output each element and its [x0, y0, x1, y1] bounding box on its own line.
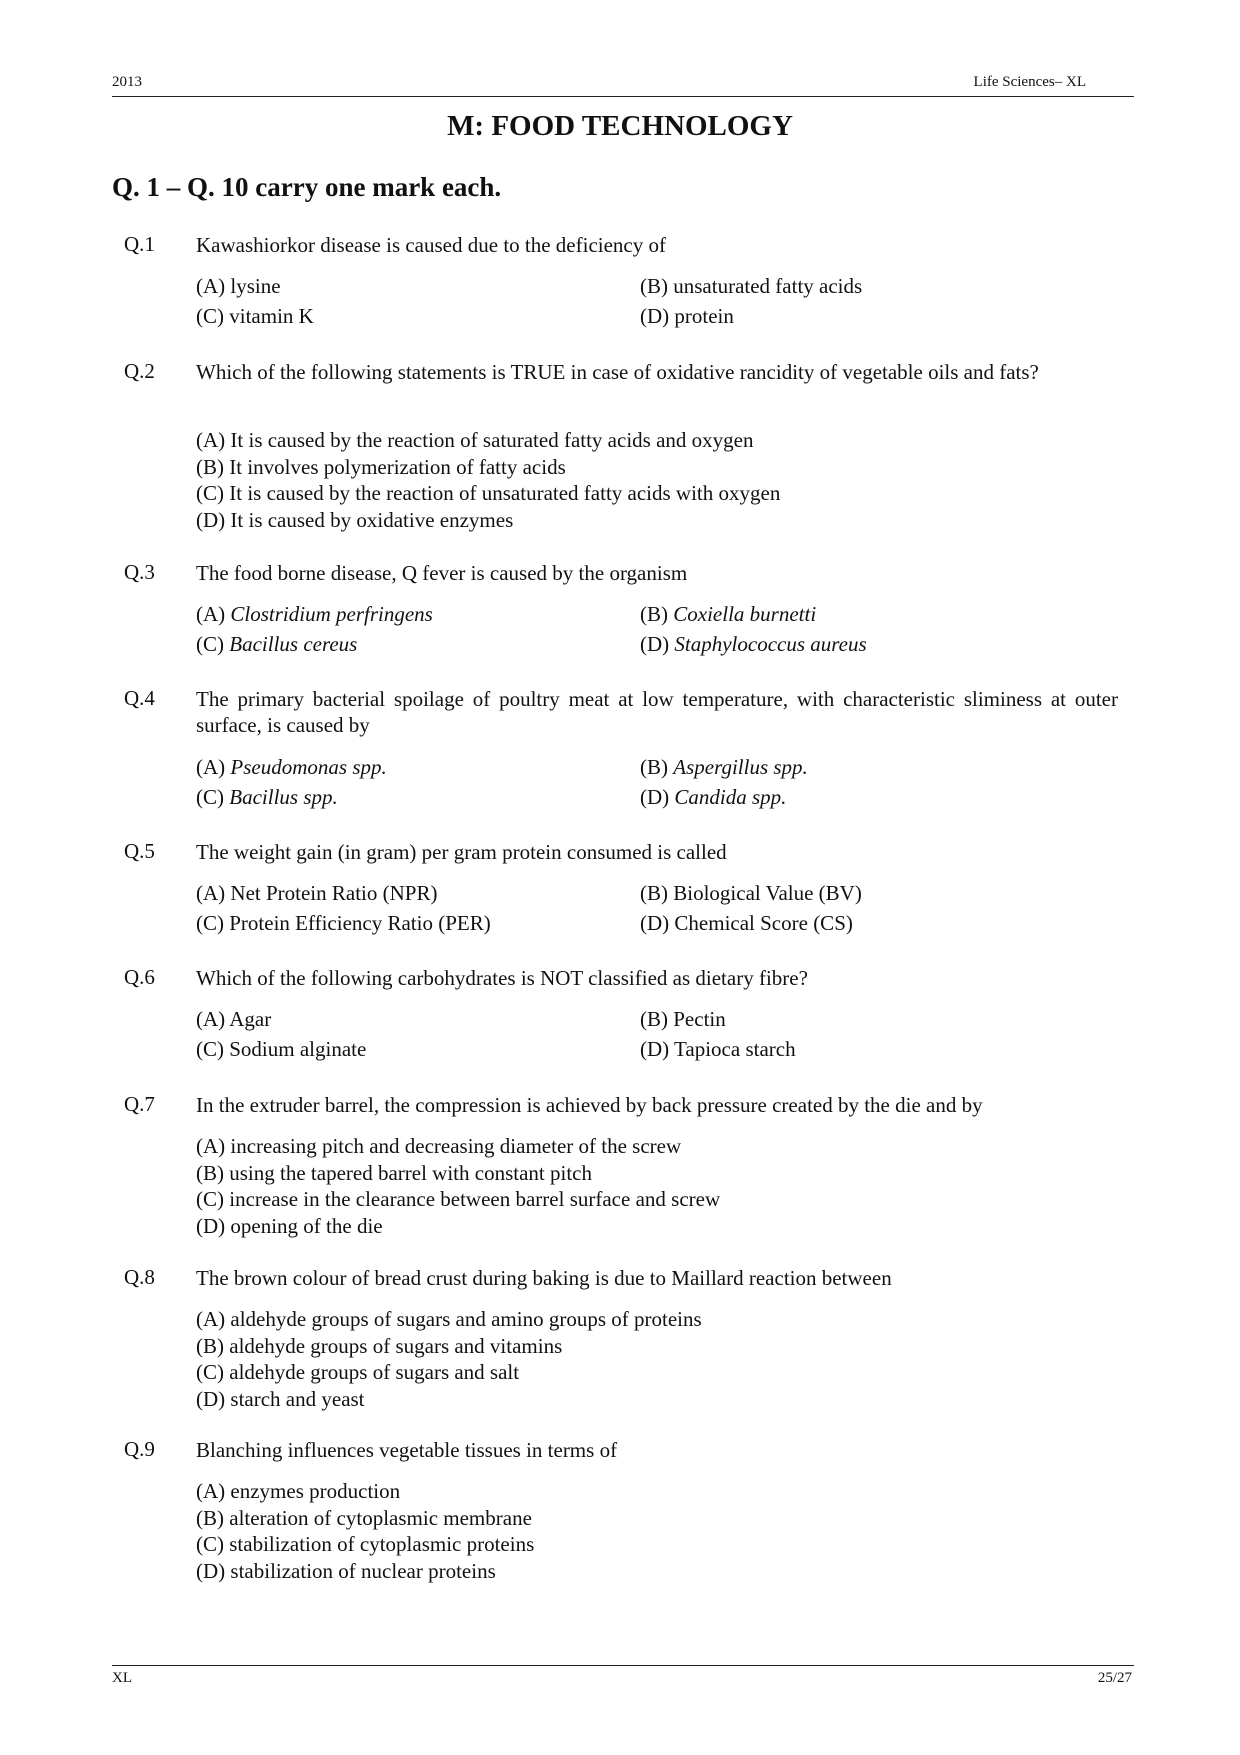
option-d [640, 303, 1118, 329]
options [196, 1306, 1118, 1412]
question-number: Q.5 [124, 839, 155, 863]
option-label: (C) [196, 1037, 224, 1061]
option-text: Chemical Score (CS) [674, 911, 853, 935]
options [196, 1133, 1118, 1239]
option-label: (B) [640, 881, 668, 905]
option-text: It is caused by the reaction of saturated fatty acids and oxygen [230, 428, 754, 452]
option-text: using the tapered barrel with constant pitch [229, 1160, 592, 1185]
option-label: (D) [640, 304, 670, 328]
question-text: In the extruder barrel, the compression is achieved by back pressure created by the die and by [196, 1093, 983, 1117]
option-label: (C) [196, 481, 224, 505]
question-text: Kawashiorkor disease is caused due to the deficiency of [196, 233, 666, 257]
option-text: Candida spp. [674, 785, 787, 809]
option-text: increase in the clearance between barrel surface and screw [229, 1187, 721, 1211]
option-label: (B) [640, 755, 668, 779]
option-text: It involves polymerization of fatty acids [229, 454, 566, 479]
option-label: (C) [196, 1360, 224, 1384]
option-label: (A) [196, 755, 226, 779]
option-text: Clostridium perfringens [230, 602, 433, 626]
options [196, 880, 1118, 936]
option-label: (A) [196, 1134, 226, 1158]
section-subtitle: Q. 1 – Q. 10 carry one mark each. [112, 172, 502, 202]
option-label: (B) [640, 602, 668, 626]
option-text: aldehyde groups of sugars and vitamins [229, 1333, 563, 1358]
option-text: Coxiella burnetti [673, 602, 817, 626]
option-b [196, 1505, 1118, 1532]
option-label: (D) [640, 785, 670, 809]
option-label: (A) [196, 1007, 226, 1031]
question-text: The weight gain (in gram) per gram protein consumed is called [196, 840, 727, 864]
question-number: Q.3 [124, 560, 155, 584]
question-number: Q.9 [124, 1437, 155, 1461]
options [196, 1478, 1118, 1584]
option-label: (B) [196, 1505, 224, 1530]
option-text: stabilization of nuclear proteins [230, 1558, 496, 1583]
question-number: Q.4 [124, 686, 155, 710]
option-label: (A) [196, 602, 226, 626]
options [196, 754, 1118, 810]
option-b [640, 1006, 1118, 1032]
question-text: Which of the following statements is TRUE in case of oxidative rancidity of vegetable oils and fats? [196, 360, 1039, 384]
option-text: alteration of cytoplasmic membrane [229, 1505, 532, 1530]
option-label: (C) [196, 911, 224, 935]
section-title: M: FOOD TECHNOLOGY [447, 110, 793, 142]
question-number: Q.1 [124, 232, 155, 256]
option-d [196, 1213, 1118, 1240]
option-d [640, 784, 1118, 810]
option-a [196, 1006, 640, 1032]
option-label: (D) [196, 1558, 226, 1583]
options [196, 601, 1118, 657]
option-c [196, 910, 640, 936]
option-a [196, 1133, 1118, 1160]
option-d [640, 1036, 1118, 1062]
footer-code: XL [112, 1670, 132, 1686]
option-text: opening of the die [230, 1213, 383, 1238]
options [196, 273, 1118, 329]
option-text: Agar [229, 1007, 272, 1031]
option-c [196, 1186, 1118, 1213]
option-label: (C) [196, 632, 224, 656]
question-text: Blanching influences vegetable tissues in terms of [196, 1438, 618, 1462]
option-label: (C) [196, 1532, 224, 1556]
option-text: starch and yeast [230, 1386, 365, 1411]
option-text: Pectin [673, 1007, 726, 1031]
option-text: It is caused by oxidative enzymes [230, 507, 514, 532]
header-year: 2013 [112, 74, 142, 90]
option-text: aldehyde groups of sugars and salt [229, 1360, 520, 1384]
option-label: (B) [196, 1333, 224, 1358]
option-label: (B) [640, 1007, 668, 1031]
option-label: (A) [196, 428, 226, 452]
option-text: unsaturated fatty acids [673, 274, 863, 298]
option-text: protein [674, 304, 734, 328]
option-a [196, 1306, 1118, 1333]
question-number: Q.2 [124, 359, 155, 383]
question-text: The brown colour of bread crust during baking is due to Maillard reaction between [196, 1266, 892, 1290]
option-label: (B) [196, 454, 224, 479]
question-number: Q.7 [124, 1092, 155, 1116]
options [196, 427, 1118, 533]
option-text: Bacillus spp. [229, 785, 338, 809]
question-number: Q.6 [124, 965, 155, 989]
question-text: Which of the following carbohydrates is NOT classified as dietary fibre? [196, 966, 808, 990]
option-b [640, 880, 1118, 906]
option-text: Sodium alginate [229, 1037, 367, 1061]
option-c [196, 631, 640, 657]
option-label: (A) [196, 1479, 226, 1503]
question-number: Q.8 [124, 1265, 155, 1289]
option-c [196, 1531, 1118, 1558]
footer-page-number: 25/27 [1097, 1670, 1132, 1686]
option-text: stabilization of cytoplasmic proteins [229, 1532, 535, 1556]
option-d [196, 1386, 1118, 1413]
option-b [640, 273, 1118, 299]
option-text: lysine [230, 274, 281, 298]
option-c [196, 303, 640, 329]
option-d [196, 507, 1118, 534]
option-text: Staphylococcus aureus [674, 632, 867, 656]
option-label: (A) [196, 881, 226, 905]
option-c [196, 1036, 640, 1062]
option-label: (B) [196, 1160, 224, 1185]
option-text: aldehyde groups of sugars and amino groups of proteins [230, 1307, 702, 1331]
option-text: Net Protein Ratio (NPR) [230, 881, 438, 905]
option-b [196, 1160, 1118, 1187]
option-a [196, 754, 640, 780]
option-label: (B) [640, 274, 668, 298]
option-label: (A) [196, 1307, 226, 1331]
header-rule [112, 96, 1134, 97]
option-label: (D) [640, 911, 670, 935]
option-label: (A) [196, 274, 226, 298]
option-b [196, 454, 1118, 481]
option-label: (D) [196, 1386, 226, 1411]
option-c [196, 784, 640, 810]
option-label: (C) [196, 1187, 224, 1211]
options [196, 1006, 1118, 1062]
option-text: enzymes production [230, 1479, 401, 1503]
option-label: (D) [640, 1037, 670, 1061]
option-label: (D) [196, 1213, 226, 1238]
option-a [196, 273, 640, 299]
option-a [196, 427, 1118, 454]
option-d [196, 1558, 1118, 1585]
option-text: It is caused by the reaction of unsaturated fatty acids with oxygen [229, 481, 781, 505]
option-text: Tapioca starch [674, 1037, 796, 1061]
option-text: increasing pitch and decreasing diameter of the screw [230, 1134, 682, 1158]
option-text: Protein Efficiency Ratio (PER) [229, 911, 491, 935]
option-label: (C) [196, 785, 224, 809]
option-b [640, 601, 1118, 627]
question-text: The primary bacterial spoilage of poultry meat at low temperature, with characteristic sliminess at outer surface, is caused by [196, 687, 1118, 737]
option-a [196, 880, 640, 906]
option-text: vitamin K [229, 304, 314, 328]
option-text: Biological Value (BV) [673, 881, 862, 905]
header-paper: Life Sciences– XL [973, 74, 1086, 90]
option-d [640, 631, 1118, 657]
option-b [640, 754, 1118, 780]
option-text: Bacillus cereus [229, 632, 358, 656]
option-label: (C) [196, 304, 224, 328]
option-c [196, 1359, 1118, 1386]
option-c [196, 480, 1118, 507]
option-label: (D) [640, 632, 670, 656]
option-label: (D) [196, 507, 226, 532]
option-d [640, 910, 1118, 936]
footer-rule [112, 1665, 1134, 1666]
option-text: Pseudomonas spp. [230, 755, 387, 779]
option-a [196, 1478, 1118, 1505]
option-a [196, 601, 640, 627]
option-b [196, 1333, 1118, 1360]
option-text: Aspergillus spp. [673, 755, 808, 779]
question-text: The food borne disease, Q fever is caused by the organism [196, 561, 688, 585]
